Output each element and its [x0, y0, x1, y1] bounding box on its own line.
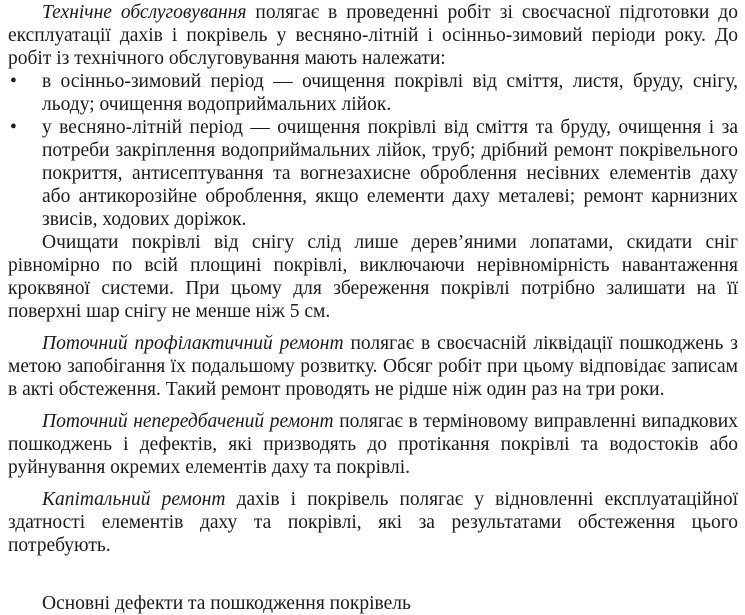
paragraph-cut-off: Основні дефекти та пошкодження покрівель — [42, 593, 411, 614]
bullet-marker: • — [10, 117, 17, 138]
list-item — [8, 116, 738, 231]
paragraph-capital-repair — [8, 488, 738, 557]
paragraph-preventive-repair — [8, 332, 738, 401]
paragraph-unplanned-repair-text: полягає в терміновому виправленні випадкових пошкоджень і дефектів, які призводять до протікання покрівлі та водостоків або руйнування окремих елементів даху та покрівлі. — [8, 411, 738, 478]
paragraph-maintenance — [8, 1, 738, 70]
bullet-marker: • — [10, 71, 17, 92]
cropped-next-line — [0, 593, 745, 614]
list-item-text: в осінньо-зимовий період — очищення покрівлі від сміття, листя, бруду, снігу, льоду; очищення водоприймальних лійок. — [42, 71, 738, 115]
term-unplanned-repair: Поточний непередбачений ремонт — [42, 411, 334, 432]
paragraph-unplanned-repair — [8, 410, 738, 479]
paragraph-preventive-repair-text: полягає в своєчасній ліквідації пошкоджень з метою запобігання їх подальшому розвитку. Обсяг робіт при цьому відповідає записам в акті обстеження. Такий ремонт проводять не рідше ніж один раз на три роки. — [8, 333, 739, 400]
list-item — [8, 70, 738, 116]
term-maintenance: Технічне обслуговування — [42, 2, 247, 23]
term-preventive-repair: Поточний профілактичний ремонт — [42, 333, 344, 354]
paragraph-maintenance-text: полягає в проведенні робіт зі своєчасної підготовки до експлуатації дахів і покрівель у весняно-літній і осінньо-зимовий періоди року. До робіт із технічного обслуговування мають належати: — [8, 2, 738, 69]
document-page — [8, 1, 738, 557]
paragraph-capital-repair-text: дахів і покрівель полягає у відновленні експлуатаційної здатності елементів даху та покрівлі, які за результатами обстеження цього потребують. — [8, 489, 739, 556]
term-capital-repair: Капітальний ремонт — [42, 489, 226, 510]
list-item-text: у весняно-літній період — очищення покрівлі від сміття та бруду, очищення і за потреби закріплення водоприймальних лійок, труб; дрібний ремонт покрівельного покриття, антисептування та вогнезахисне оброблення несівних елементів даху або антикорозійне оброблення, якщо елементи даху металеві; ремонт карнизних звисів, ходових доріжок. — [42, 117, 738, 230]
paragraph-snow-removal: Очищати покрівлі від снігу слід лише дерев’яними лопатами, скидати сніг рівномірно по всій площині покрівлі, виключаючи нерівномірність навантаження кроквяної системи. При цьому для збереження покрівлі потрібно залишати на її поверхні шар снігу не менше ніж 5 см. — [8, 232, 738, 322]
maintenance-list — [8, 70, 738, 231]
